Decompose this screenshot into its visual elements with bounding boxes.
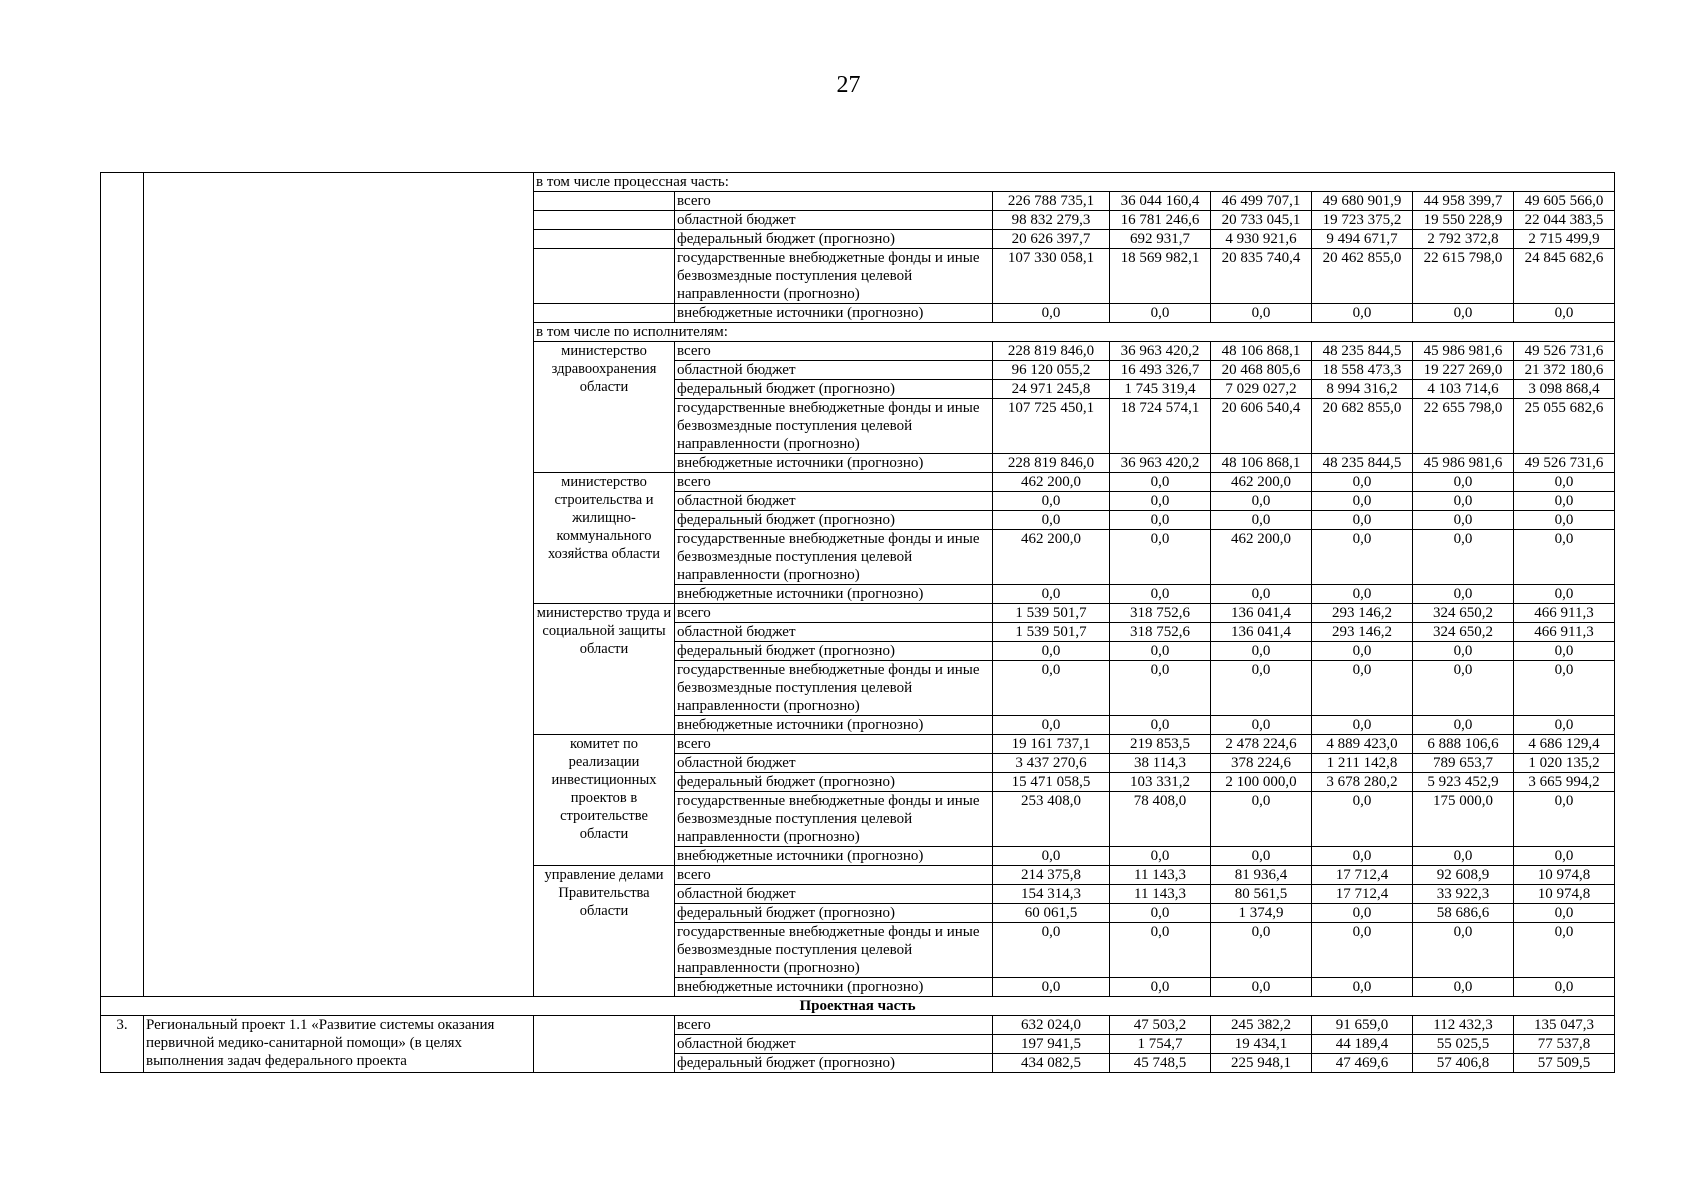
amount-cell: 21 372 180,6 [1514,361,1615,380]
amount-cell: 0,0 [993,978,1110,997]
amount-cell: 434 082,5 [993,1054,1110,1073]
amount-cell: 20 682 855,0 [1312,399,1413,454]
amount-cell: 98 832 279,3 [993,211,1110,230]
executor-cell [534,211,675,230]
amount-cell: 18 569 982,1 [1110,249,1211,304]
funding-source-cell: внебюджетные источники (прогнозно) [675,454,993,473]
amount-cell: 103 331,2 [1110,773,1211,792]
amount-cell: 0,0 [1514,511,1615,530]
amount-cell: 2 792 372,8 [1413,230,1514,249]
amount-cell: 0,0 [1110,923,1211,978]
amount-cell: 17 712,4 [1312,885,1413,904]
amount-cell: 8 994 316,2 [1312,380,1413,399]
amount-cell: 0,0 [1514,642,1615,661]
amount-cell: 11 143,3 [1110,866,1211,885]
amount-cell: 1 020 135,2 [1514,754,1615,773]
amount-cell: 3 678 280,2 [1312,773,1413,792]
funding-source-cell: государственные внебюджетные фонды и иные безвозмездные поступления целевой направленности (прогнозно) [675,249,993,304]
amount-cell: 0,0 [1413,530,1514,585]
process-header: в том числе процессная часть: [534,173,1615,192]
amount-cell: 0,0 [1110,642,1211,661]
amount-cell: 0,0 [1413,978,1514,997]
amount-cell: 4 686 129,4 [1514,735,1615,754]
funding-source-cell: всего [675,192,993,211]
funding-source-cell: областной бюджет [675,754,993,773]
amount-cell: 1 745 319,4 [1110,380,1211,399]
executor-name: министерство здравоохранения области [534,342,675,473]
amount-cell: 57 406,8 [1413,1054,1514,1073]
amount-cell: 20 733 045,1 [1211,211,1312,230]
funding-source-cell: внебюджетные источники (прогнозно) [675,716,993,735]
amount-cell: 0,0 [1514,923,1615,978]
amount-cell: 49 680 901,9 [1312,192,1413,211]
amount-cell: 692 931,7 [1110,230,1211,249]
amount-cell: 4 930 921,6 [1211,230,1312,249]
amount-cell: 0,0 [1413,511,1514,530]
funding-source-cell: государственные внебюджетные фонды и иные безвозмездные поступления целевой направленности (прогнозно) [675,792,993,847]
amount-cell: 0,0 [1312,642,1413,661]
amount-cell: 33 922,3 [1413,885,1514,904]
amount-cell: 219 853,5 [1110,735,1211,754]
amount-cell: 0,0 [1514,716,1615,735]
funding-source-cell: государственные внебюджетные фонды и иные безвозмездные поступления целевой направленности (прогнозно) [675,399,993,454]
executor-cell [534,249,675,304]
amount-cell: 0,0 [1413,304,1514,323]
amount-cell: 5 923 452,9 [1413,773,1514,792]
amount-cell: 45 986 981,6 [1413,454,1514,473]
amount-cell: 38 114,3 [1110,754,1211,773]
funding-source-cell: государственные внебюджетные фонды и иные безвозмездные поступления целевой направленности (прогнозно) [675,661,993,716]
amount-cell: 36 963 420,2 [1110,454,1211,473]
funding-source-cell: федеральный бюджет (прогнозно) [675,773,993,792]
funding-source-cell: федеральный бюджет (прогнозно) [675,511,993,530]
funding-source-cell: областной бюджет [675,492,993,511]
table-body [101,173,1615,1073]
amount-cell: 48 106 868,1 [1211,342,1312,361]
amount-cell: 107 725 450,1 [993,399,1110,454]
amount-cell: 48 235 844,5 [1312,454,1413,473]
table-row [101,1016,1615,1035]
funding-source-cell: федеральный бюджет (прогнозно) [675,1054,993,1073]
amount-cell: 2 715 499,9 [1514,230,1615,249]
amount-cell: 36 963 420,2 [1110,342,1211,361]
amount-cell: 49 526 731,6 [1514,454,1615,473]
amount-cell: 293 146,2 [1312,623,1413,642]
amount-cell: 0,0 [1211,978,1312,997]
amount-cell: 2 478 224,6 [1211,735,1312,754]
amount-cell: 16 493 326,7 [1110,361,1211,380]
amount-cell: 1 211 142,8 [1312,754,1413,773]
amount-cell: 22 044 383,5 [1514,211,1615,230]
amount-cell: 466 911,3 [1514,604,1615,623]
amount-cell: 58 686,6 [1413,904,1514,923]
amount-cell: 0,0 [1110,978,1211,997]
amount-cell: 19 550 228,9 [1413,211,1514,230]
amount-cell: 0,0 [993,492,1110,511]
amount-cell: 1 754,7 [1110,1035,1211,1054]
amount-cell: 0,0 [1514,792,1615,847]
funding-source-cell: государственные внебюджетные фонды и иные безвозмездные поступления целевой направленности (прогнозно) [675,923,993,978]
amount-cell: 0,0 [1312,511,1413,530]
amount-cell: 378 224,6 [1211,754,1312,773]
amount-cell: 0,0 [1211,661,1312,716]
amount-cell: 0,0 [1312,661,1413,716]
amount-cell: 0,0 [1211,492,1312,511]
amount-cell: 0,0 [1312,847,1413,866]
amount-cell: 1 374,9 [1211,904,1312,923]
amount-cell: 15 471 058,5 [993,773,1110,792]
amount-cell: 253 408,0 [993,792,1110,847]
funding-source-cell: областной бюджет [675,885,993,904]
amount-cell: 0,0 [1413,473,1514,492]
amount-cell: 49 526 731,6 [1514,342,1615,361]
amount-cell: 0,0 [1312,473,1413,492]
amount-cell: 48 235 844,5 [1312,342,1413,361]
amount-cell: 0,0 [1211,585,1312,604]
funding-source-cell: государственные внебюджетные фонды и иные безвозмездные поступления целевой направленности (прогнозно) [675,530,993,585]
amount-cell: 0,0 [1211,847,1312,866]
funding-source-cell: внебюджетные источники (прогнозно) [675,847,993,866]
amount-cell: 0,0 [993,716,1110,735]
amount-cell: 324 650,2 [1413,623,1514,642]
funding-source-cell: федеральный бюджет (прогнозно) [675,904,993,923]
amount-cell: 0,0 [1514,585,1615,604]
funding-source-cell: областной бюджет [675,361,993,380]
amount-cell: 0,0 [993,304,1110,323]
amount-cell: 0,0 [1514,978,1615,997]
amount-cell: 0,0 [1312,792,1413,847]
amount-cell: 0,0 [993,923,1110,978]
amount-cell: 0,0 [1413,847,1514,866]
amount-cell: 92 608,9 [1413,866,1514,885]
amount-cell: 789 653,7 [1413,754,1514,773]
amount-cell: 136 041,4 [1211,623,1312,642]
amount-cell: 9 494 671,7 [1312,230,1413,249]
amount-cell: 18 558 473,3 [1312,361,1413,380]
amount-cell: 462 200,0 [993,530,1110,585]
index-cell [101,173,144,997]
amount-cell: 22 655 798,0 [1413,399,1514,454]
amount-cell: 19 161 737,1 [993,735,1110,754]
executor-cell [534,304,675,323]
amount-cell: 0,0 [1211,511,1312,530]
amount-cell: 324 650,2 [1413,604,1514,623]
funding-source-cell: внебюджетные источники (прогнозно) [675,304,993,323]
amount-cell: 225 948,1 [1211,1054,1312,1073]
amount-cell: 0,0 [1413,642,1514,661]
amount-cell: 20 462 855,0 [1312,249,1413,304]
amount-cell: 228 819 846,0 [993,342,1110,361]
amount-cell: 0,0 [1312,304,1413,323]
amount-cell: 0,0 [1110,904,1211,923]
amount-cell: 1 539 501,7 [993,623,1110,642]
amount-cell: 0,0 [1312,978,1413,997]
amount-cell: 226 788 735,1 [993,192,1110,211]
funding-source-cell: всего [675,604,993,623]
amount-cell: 0,0 [1110,530,1211,585]
amount-cell: 20 606 540,4 [1211,399,1312,454]
amount-cell: 81 936,4 [1211,866,1312,885]
funding-source-cell: областной бюджет [675,211,993,230]
amount-cell: 36 044 160,4 [1110,192,1211,211]
amount-cell: 175 000,0 [1413,792,1514,847]
amount-cell: 20 626 397,7 [993,230,1110,249]
budget-table [100,172,1615,1073]
amount-cell: 4 103 714,6 [1413,380,1514,399]
amount-cell: 47 503,2 [1110,1016,1211,1035]
amount-cell: 1 539 501,7 [993,604,1110,623]
amount-cell: 55 025,5 [1413,1035,1514,1054]
amount-cell: 3 437 270,6 [993,754,1110,773]
amount-cell: 0,0 [1413,661,1514,716]
amount-cell: 0,0 [1514,473,1615,492]
amount-cell: 45 986 981,6 [1413,342,1514,361]
amount-cell: 0,0 [1312,904,1413,923]
funding-source-cell: всего [675,473,993,492]
amount-cell: 0,0 [1312,492,1413,511]
amount-cell: 18 724 574,1 [1110,399,1211,454]
amount-cell: 245 382,2 [1211,1016,1312,1035]
funding-source-cell: всего [675,342,993,361]
amount-cell: 0,0 [1110,847,1211,866]
funding-source-cell: федеральный бюджет (прогнозно) [675,230,993,249]
amount-cell: 0,0 [1514,492,1615,511]
amount-cell: 0,0 [1110,511,1211,530]
amount-cell: 78 408,0 [1110,792,1211,847]
funding-source-cell: всего [675,735,993,754]
page-number: 27 [836,72,861,98]
name-cell [144,173,534,997]
amount-cell: 0,0 [993,847,1110,866]
amount-cell: 462 200,0 [1211,530,1312,585]
executor-cell [534,230,675,249]
amount-cell: 0,0 [1211,792,1312,847]
amount-cell: 0,0 [1312,585,1413,604]
project-index: 3. [101,1016,144,1073]
amount-cell: 49 605 566,0 [1514,192,1615,211]
amount-cell: 462 200,0 [1211,473,1312,492]
amount-cell: 112 432,3 [1413,1016,1514,1035]
amount-cell: 0,0 [1110,661,1211,716]
amount-cell: 10 974,8 [1514,866,1615,885]
amount-cell: 0,0 [993,511,1110,530]
amount-cell: 91 659,0 [1312,1016,1413,1035]
amount-cell: 0,0 [1514,904,1615,923]
amount-cell: 19 723 375,2 [1312,211,1413,230]
amount-cell: 0,0 [1413,716,1514,735]
amount-cell: 3 098 868,4 [1514,380,1615,399]
amount-cell: 96 120 055,2 [993,361,1110,380]
amount-cell: 0,0 [1514,847,1615,866]
amount-cell: 57 509,5 [1514,1054,1615,1073]
executors-header: в том числе по исполнителям: [534,323,1615,342]
table-row [101,997,1615,1016]
amount-cell: 19 434,1 [1211,1035,1312,1054]
amount-cell: 47 469,6 [1312,1054,1413,1073]
amount-cell: 17 712,4 [1312,866,1413,885]
amount-cell: 0,0 [1413,585,1514,604]
amount-cell: 0,0 [1110,716,1211,735]
amount-cell: 0,0 [1312,530,1413,585]
amount-cell: 45 748,5 [1110,1054,1211,1073]
amount-cell: 135 047,3 [1514,1016,1615,1035]
funding-source-cell: областной бюджет [675,623,993,642]
amount-cell: 318 752,6 [1110,623,1211,642]
amount-cell: 44 189,4 [1312,1035,1413,1054]
amount-cell: 4 889 423,0 [1312,735,1413,754]
amount-cell: 462 200,0 [993,473,1110,492]
amount-cell: 0,0 [1413,923,1514,978]
amount-cell: 22 615 798,0 [1413,249,1514,304]
amount-cell: 197 941,5 [993,1035,1110,1054]
amount-cell: 16 781 246,6 [1110,211,1211,230]
funding-source-cell: федеральный бюджет (прогнозно) [675,380,993,399]
amount-cell: 0,0 [1312,716,1413,735]
amount-cell: 0,0 [1110,304,1211,323]
funding-source-cell: внебюджетные источники (прогнозно) [675,978,993,997]
amount-cell: 60 061,5 [993,904,1110,923]
amount-cell: 632 024,0 [993,1016,1110,1035]
amount-cell: 80 561,5 [1211,885,1312,904]
amount-cell: 20 835 740,4 [1211,249,1312,304]
amount-cell: 466 911,3 [1514,623,1615,642]
amount-cell: 10 974,8 [1514,885,1615,904]
amount-cell: 0,0 [1211,923,1312,978]
amount-cell: 2 100 000,0 [1211,773,1312,792]
amount-cell: 20 468 805,6 [1211,361,1312,380]
amount-cell: 25 055 682,6 [1514,399,1615,454]
amount-cell: 19 227 269,0 [1413,361,1514,380]
amount-cell: 0,0 [1110,585,1211,604]
amount-cell: 136 041,4 [1211,604,1312,623]
amount-cell: 228 819 846,0 [993,454,1110,473]
amount-cell: 7 029 027,2 [1211,380,1312,399]
executor-cell [534,192,675,211]
amount-cell: 0,0 [1413,492,1514,511]
amount-cell: 0,0 [1110,492,1211,511]
amount-cell: 107 330 058,1 [993,249,1110,304]
amount-cell: 48 106 868,1 [1211,454,1312,473]
amount-cell: 0,0 [1514,661,1615,716]
amount-cell: 0,0 [1211,304,1312,323]
amount-cell: 0,0 [1211,642,1312,661]
table-row [101,173,1615,192]
amount-cell: 318 752,6 [1110,604,1211,623]
amount-cell: 0,0 [1514,530,1615,585]
amount-cell: 0,0 [993,642,1110,661]
amount-cell: 3 665 994,2 [1514,773,1615,792]
amount-cell: 0,0 [1211,716,1312,735]
funding-source-cell: внебюджетные источники (прогнозно) [675,585,993,604]
amount-cell: 0,0 [1312,923,1413,978]
project-title: Региональный проект 1.1 «Развитие системы оказания первичной медико-санитарной помощи» (в целях выполнения задач федерального проекта [144,1016,534,1073]
amount-cell: 0,0 [1110,473,1211,492]
amount-cell: 24 971 245,8 [993,380,1110,399]
executor-name: министерство труда и социальной защиты области [534,604,675,735]
amount-cell: 0,0 [1514,304,1615,323]
amount-cell: 46 499 707,1 [1211,192,1312,211]
amount-cell: 0,0 [993,661,1110,716]
amount-cell: 11 143,3 [1110,885,1211,904]
amount-cell: 154 314,3 [993,885,1110,904]
executor-name: управление делами Правительства области [534,866,675,997]
funding-source-cell: областной бюджет [675,1035,993,1054]
funding-source-cell: всего [675,1016,993,1035]
amount-cell: 6 888 106,6 [1413,735,1514,754]
amount-cell: 44 958 399,7 [1413,192,1514,211]
amount-cell: 293 146,2 [1312,604,1413,623]
amount-cell: 24 845 682,6 [1514,249,1615,304]
project-section-title: Проектная часть [101,997,1615,1016]
project-executor-cell [534,1016,675,1073]
amount-cell: 0,0 [993,585,1110,604]
amount-cell: 214 375,8 [993,866,1110,885]
executor-name: министерство строительства и жилищно-коммунального хозяйства области [534,473,675,604]
amount-cell: 77 537,8 [1514,1035,1615,1054]
funding-source-cell: всего [675,866,993,885]
funding-source-cell: федеральный бюджет (прогнозно) [675,642,993,661]
executor-name: комитет по реализации инвестиционных проектов в строительстве области [534,735,675,866]
